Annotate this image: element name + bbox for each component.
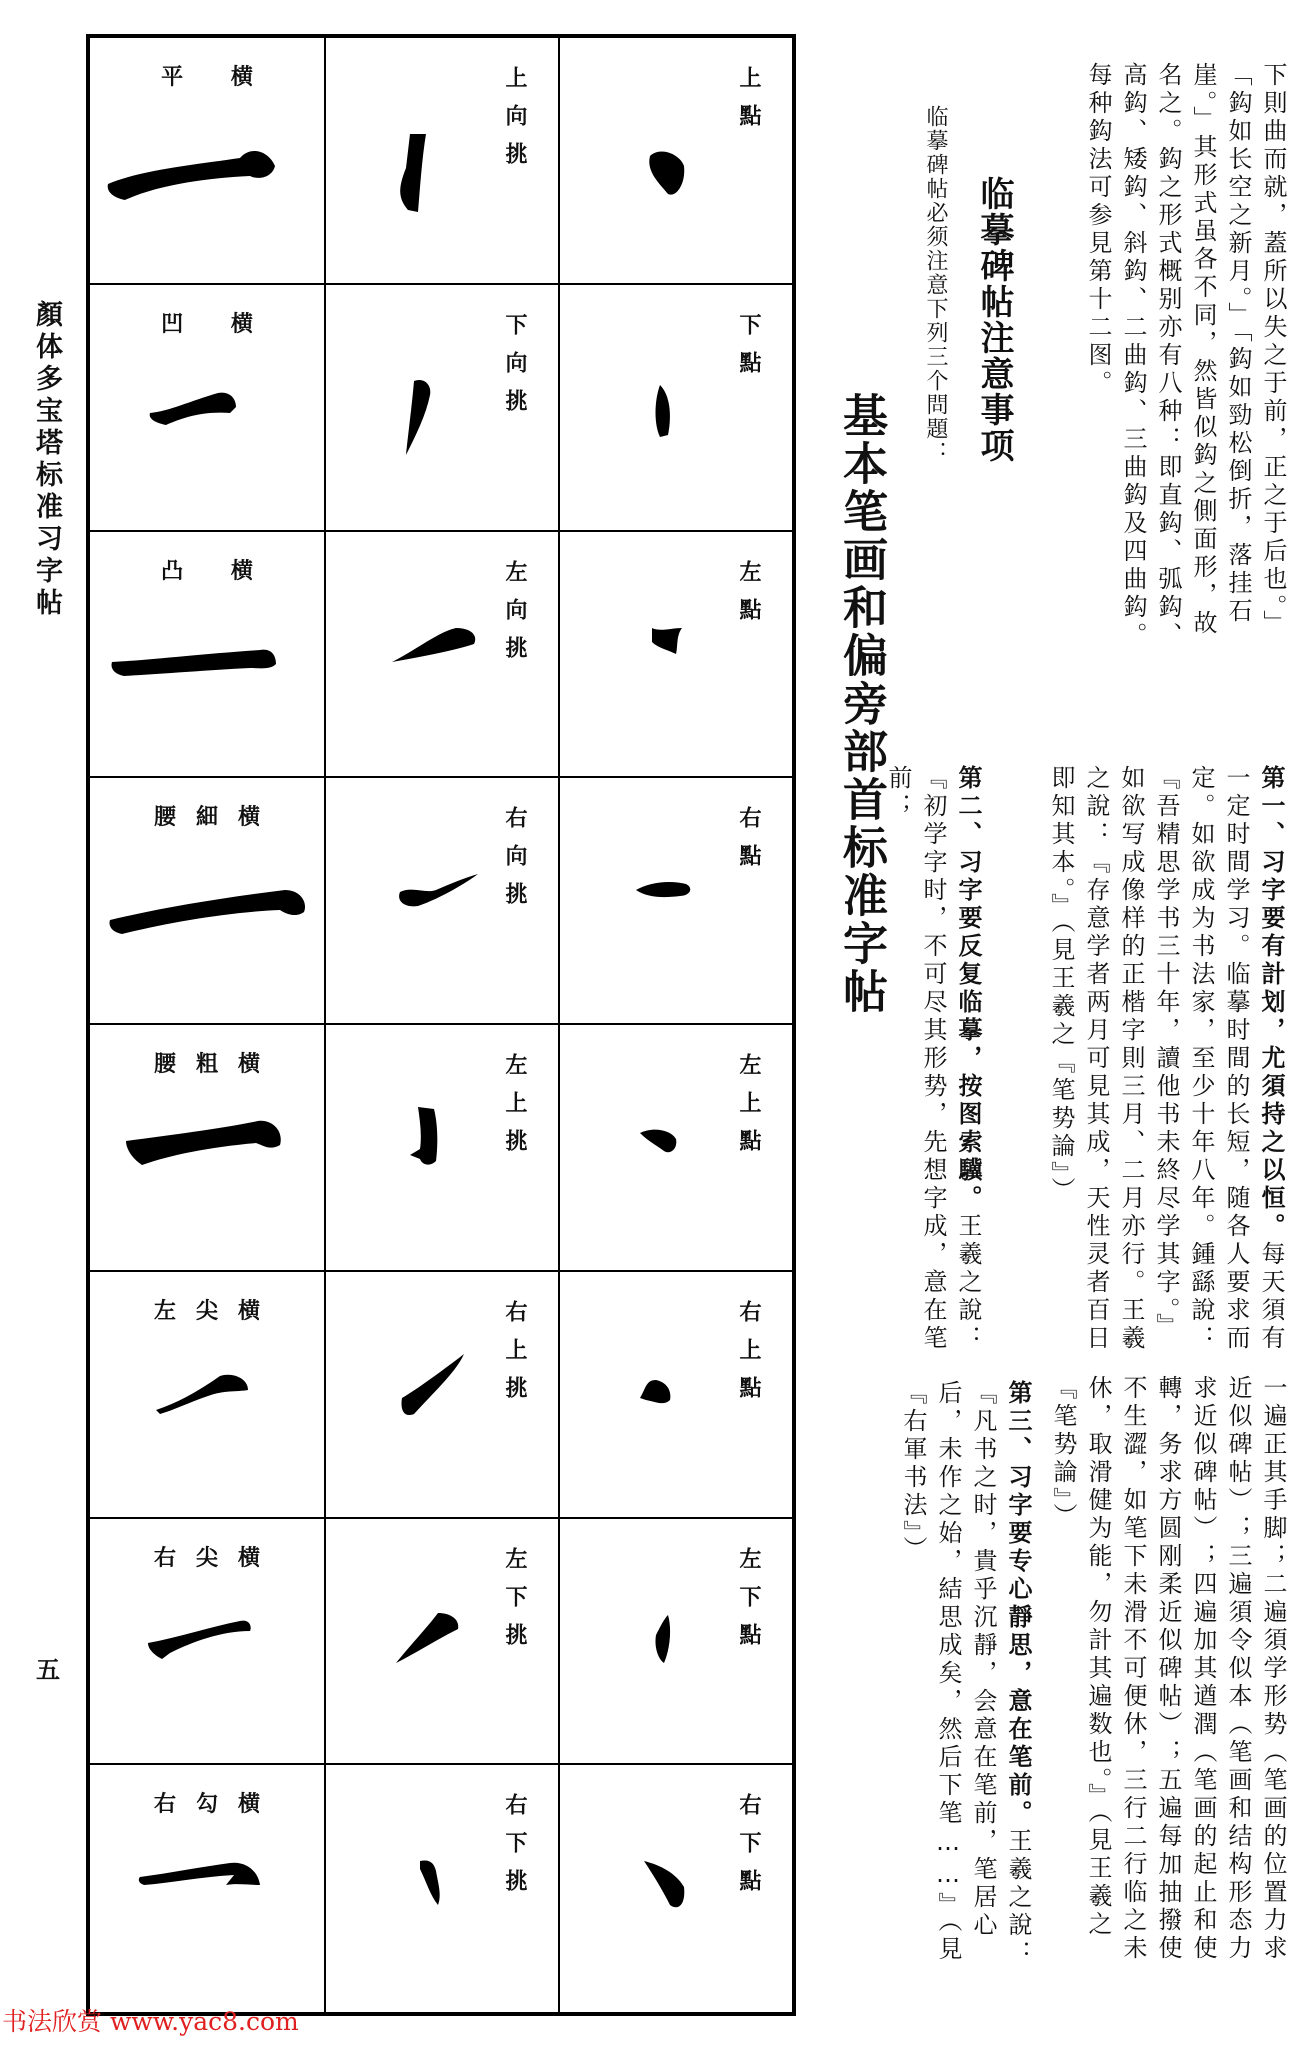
- cell-dian-2: [560, 285, 792, 532]
- heng-stroke-icon: [90, 285, 326, 531]
- cell-heng-7: [90, 1519, 326, 1766]
- cell-dian-1: [560, 38, 792, 285]
- dian-stroke-icon: [560, 1765, 796, 2011]
- cell-heng-3: [90, 532, 326, 779]
- stroke-label: 右上挑: [502, 1299, 527, 1414]
- stroke-label: 左下點: [736, 1546, 761, 1661]
- stroke-label: 平 横: [161, 65, 273, 90]
- dian-stroke-icon: [560, 778, 796, 1024]
- first-point-body: 每天須有一定时間学习。临摹时間的长短，随各人要求而定。如欲成为书法家，至少十年八年。鍾繇說：『吾精思学书三十年，讀他书未終尽学其字。』如欲写成像样的正楷字則三月、二月亦行。王羲之說：『存意学者两月可見其成，天性灵者百日即知其本。』（見王羲之『笔势論』）: [1047, 765, 1285, 1353]
- heng-stroke-icon: [90, 1272, 326, 1518]
- stroke-label: 左上點: [736, 1053, 761, 1167]
- heng-stroke-icon: [90, 1025, 326, 1271]
- cell-tiao-4: [326, 778, 560, 1025]
- cell-heng-2: [90, 285, 326, 532]
- cell-heng-1: [90, 38, 326, 285]
- stroke-label: 凹 横: [161, 311, 273, 337]
- paragraph-hook-description: 下則曲而就，蓋所以失之于前，正之于后也。」「鈎如长空之新月。」「鈎如勁松倒折，落挂石崖。」其形式虽各不同，然皆似鈎之側面形，故名之。鈎之形式概别亦有八种：即直鈎、弧鈎、高鈎、矮鈎、斜鈎、二曲鈎、三曲鈎及四曲鈎。每种鈎法可参見第十二图。: [1084, 62, 1287, 650]
- second-point-heading: 第二、习字要反复临摹，按图索驥。: [954, 765, 982, 1213]
- stroke-label: 上向挑: [502, 66, 527, 180]
- stroke-label: 下向挑: [502, 312, 527, 427]
- stroke-label: 腰粗横: [153, 1052, 280, 1077]
- heng-stroke-icon: [90, 532, 326, 778]
- paragraph-second-point: [884, 765, 985, 1365]
- stroke-label: 右下點: [736, 1793, 761, 1908]
- book-side-title: 顏体多宝塔标准习字帖: [31, 300, 62, 620]
- cell-tiao-8: [326, 1765, 560, 2012]
- stroke-label: 左下挑: [502, 1546, 527, 1661]
- dian-stroke-icon: [560, 532, 796, 778]
- stroke-label: 凸 横: [161, 558, 273, 584]
- paragraph-first-point: [988, 765, 1288, 1365]
- stroke-label: 左尖横: [153, 1298, 280, 1324]
- tiao-stroke-icon: [326, 1519, 560, 1765]
- tiao-stroke-icon: [326, 532, 560, 778]
- dian-stroke-icon: [560, 1025, 796, 1271]
- stroke-label: 左向挑: [502, 559, 527, 674]
- stroke-label: 左上挑: [502, 1053, 527, 1167]
- tiao-stroke-icon: [326, 778, 560, 1024]
- cell-dian-3: [560, 532, 792, 779]
- cell-dian-4: [560, 778, 792, 1025]
- cell-tiao-7: [326, 1519, 560, 1766]
- stroke-label: 右勾横: [153, 1792, 280, 1818]
- heng-stroke-icon: [90, 1765, 326, 2011]
- paragraph-second-point-continued: 一遍正其手脚；二遍須学形势（笔画的位置力求近似碑帖）；三遍須令似本（笔画和结构形态力求近似碑帖）；四遍加其遒潤（笔画的起止和使轉，务求方圆刚柔近似碑帖）；五遍每加抽撥使不生澀，如笔下未滑不可便休，三行二行临之未休，取滑健为能，勿計其遍数也。』（見王羲之『笔势論』）: [1049, 1375, 1287, 1963]
- stroke-label: 下點: [736, 312, 761, 389]
- cell-heng-8: [90, 1765, 326, 2012]
- heng-stroke-icon: [90, 778, 326, 1024]
- stroke-label: 左點: [736, 559, 761, 636]
- second-point-body: 王羲之說：『初学字时，不可尽其形势，先想字成，意在笔前；: [884, 765, 982, 1353]
- cell-dian-7: [560, 1519, 792, 1766]
- stroke-table: [86, 34, 796, 2016]
- tiao-stroke-icon: [326, 38, 560, 284]
- tiao-stroke-icon: [326, 1765, 560, 2011]
- stroke-label: 右向挑: [502, 806, 527, 921]
- dian-stroke-icon: [560, 285, 796, 531]
- tiao-stroke-icon: [326, 1272, 560, 1518]
- dian-stroke-icon: [560, 38, 796, 284]
- tiao-stroke-icon: [326, 1025, 560, 1271]
- cell-dian-5: [560, 1025, 792, 1272]
- first-point-heading: 第一、习字要有計划，尤須持之以恒。: [1257, 765, 1285, 1241]
- stroke-label: 上點: [736, 66, 761, 142]
- cell-dian-8: [560, 1765, 792, 2012]
- cell-heng-5: [90, 1025, 326, 1272]
- cell-dian-6: [560, 1272, 792, 1519]
- cell-heng-6: [90, 1272, 326, 1519]
- page-number: 五: [36, 1656, 60, 1684]
- cell-tiao-1: [326, 38, 560, 285]
- dian-stroke-icon: [560, 1519, 796, 1765]
- cell-tiao-6: [326, 1272, 560, 1519]
- stroke-label: 右下挑: [502, 1793, 527, 1908]
- section-heading: 临摹碑帖注意事项: [974, 176, 1014, 464]
- site-watermark: 书法欣赏 www.yac8.com: [2, 2007, 299, 2036]
- paragraph-third-point: [895, 1380, 1035, 1980]
- cell-tiao-5: [326, 1025, 560, 1272]
- stroke-label: 腰細横: [153, 805, 280, 831]
- stroke-label: 右點: [736, 806, 761, 883]
- tiao-stroke-icon: [326, 285, 560, 531]
- stroke-label: 右上點: [736, 1299, 761, 1414]
- stroke-label: 右尖横: [153, 1545, 280, 1571]
- cell-tiao-2: [326, 285, 560, 532]
- heng-stroke-icon: [90, 38, 326, 284]
- third-point-body: 王羲之說：『凡书之时，貴乎沉靜，会意在笔前，笔居心后，未作之始，結思成矣，然后下笔……』（見『右軍书法』）: [899, 1380, 1032, 1968]
- main-title: 基本笔画和偏旁部首标准字帖: [835, 392, 888, 1016]
- heng-stroke-icon: [90, 1519, 326, 1765]
- dian-stroke-icon: [560, 1272, 796, 1518]
- intro-text: 临摹碑帖必须注意下列三个問題：: [923, 105, 948, 465]
- cell-tiao-3: [326, 532, 560, 779]
- cell-heng-4: [90, 778, 326, 1025]
- third-point-heading: 第三、习字要专心靜思，意在笔前。: [1004, 1380, 1032, 1828]
